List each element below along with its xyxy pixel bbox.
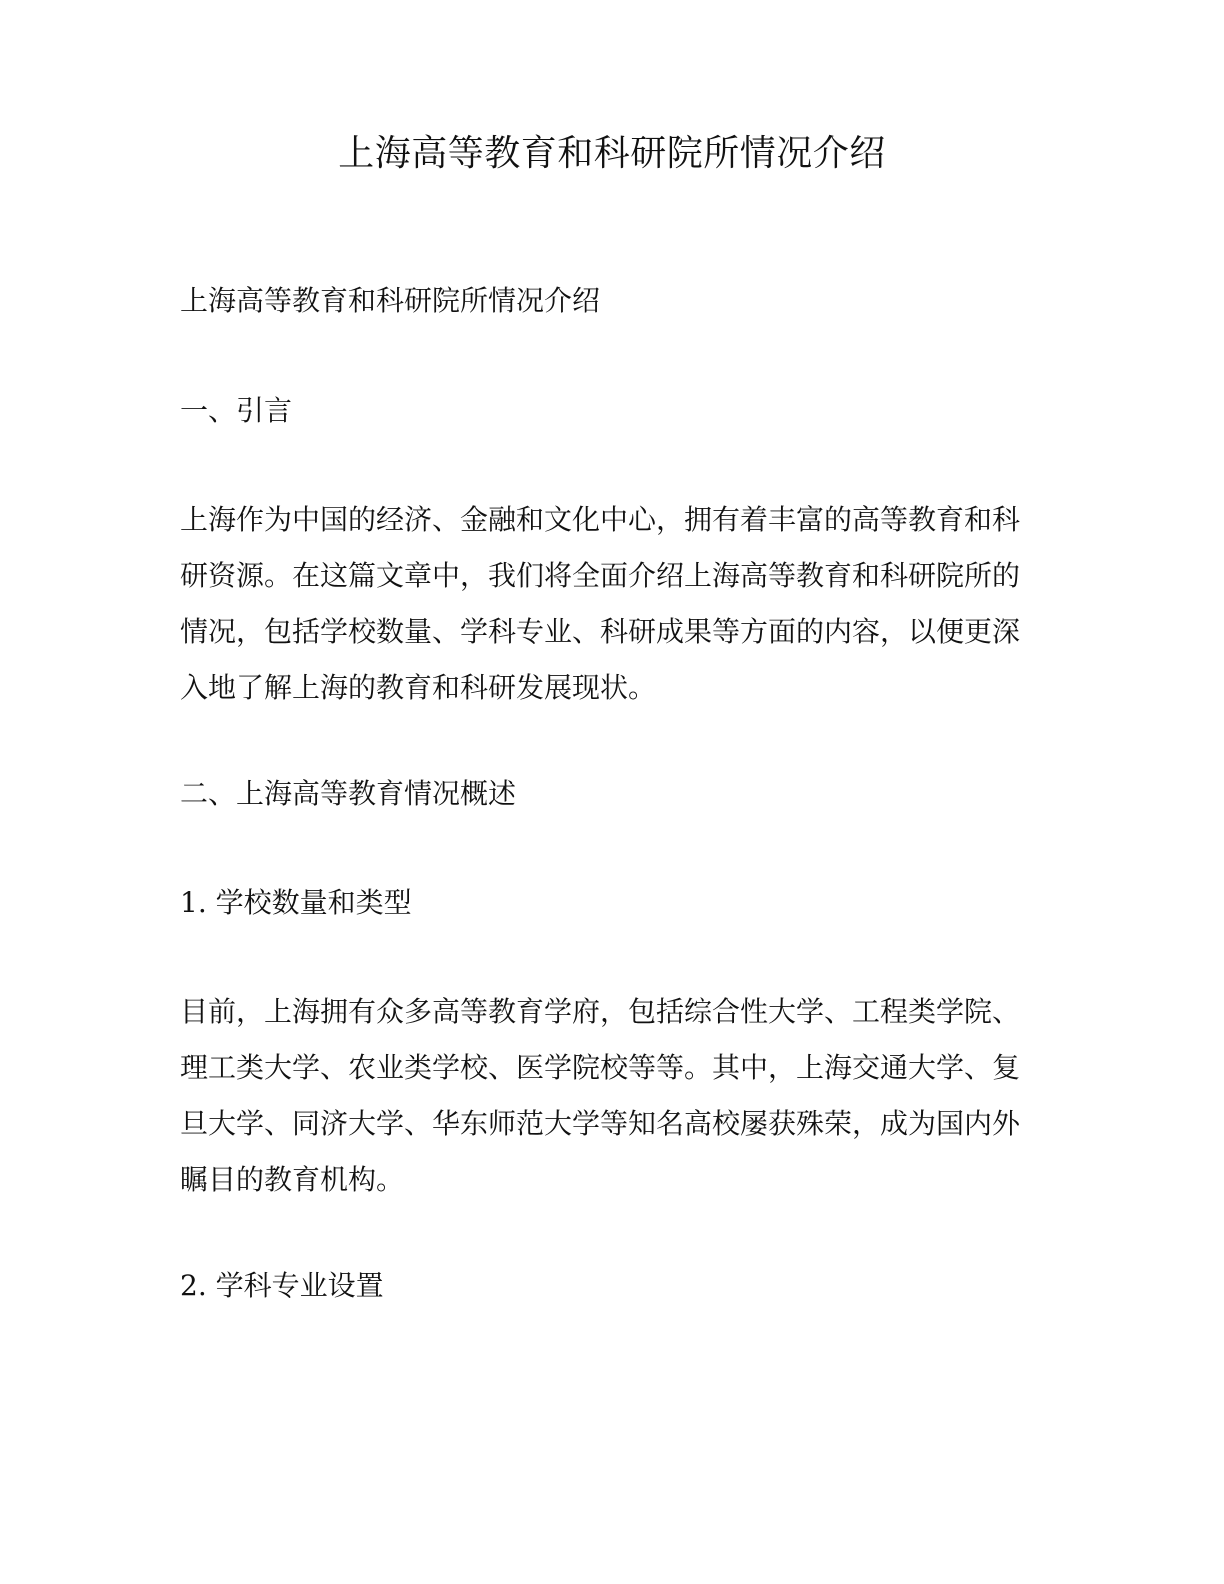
subsection-heading-disciplines: 2. 学科专业设置: [180, 1269, 384, 1302]
subsection-heading-school-count: 1. 学校数量和类型: [180, 886, 412, 919]
school-count-paragraph: [180, 992, 1040, 1216]
document-title: 上海高等教育和科研院所情况介绍: [338, 133, 886, 174]
section-heading-introduction: 一、引言: [180, 394, 293, 427]
paragraph-line: 研资源。在这篇文章中，我们将全面介绍上海高等教育和科研院所的: [180, 559, 1021, 592]
paragraph-line: 旦大学、同济大学、华东师范大学等知名高校屡获殊荣，成为国内外: [180, 1107, 1021, 1140]
paragraph-line: 瞩目的教育机构。: [180, 1163, 405, 1196]
section-heading-overview: 二、上海高等教育情况概述: [180, 777, 517, 810]
introduction-paragraph: [180, 500, 1040, 724]
paragraph-line: 上海作为中国的经济、金融和文化中心，拥有着丰富的高等教育和科: [180, 503, 1021, 536]
paragraph-line: 情况，包括学校数量、学科专业、科研成果等方面的内容，以便更深: [180, 615, 1021, 648]
paragraph-line: 入地了解上海的教育和科研发展现状。: [180, 671, 657, 704]
document-subtitle: 上海高等教育和科研院所情况介绍: [180, 284, 601, 317]
paragraph-line: 理工类大学、农业类学校、医学院校等等。其中，上海交通大学、复: [180, 1051, 1021, 1084]
paragraph-line: 目前，上海拥有众多高等教育学府，包括综合性大学、工程类学院、: [180, 995, 1021, 1028]
